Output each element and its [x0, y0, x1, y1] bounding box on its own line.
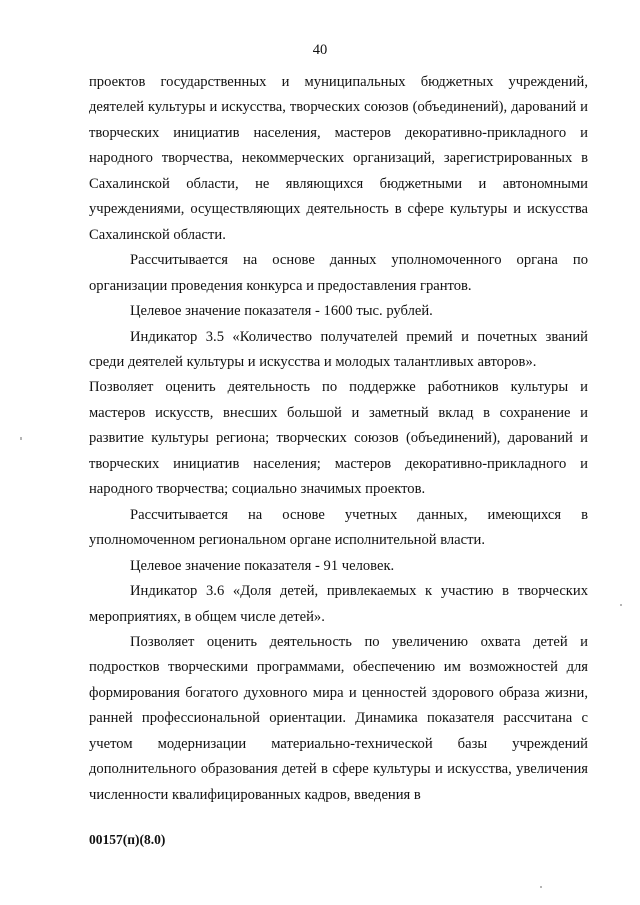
page-number: 40 — [312, 42, 328, 58]
document-footer-code: 00157(п)(8.0) — [89, 832, 166, 847]
scan-speck — [540, 886, 542, 888]
body-paragraph: Позволяет оценить деятельность по увеличению охвата детей и подростков творческими программами, обеспечению им возможностей для формирования богатого духовного мира и ценностей здорового образа жизни, ранней профессиональной ориентации. Динамика показателя рассчитана с учетом модернизации материально-технической базы учреждений дополнительного образования детей в сфере культуры и искусства, увеличения численности квалифицированных кадров, введения в — [89, 633, 588, 803]
body-paragraph: Позволяет оценить деятельность по поддержке работников культуры и мастеров искусств, внесших большой и заметный вклад в сохранение и развитие культуры региона; творческих союзов (объединений), дарований и творческих инициатив населения; мастеров декоративно-прикладного и народного творчества; социально значимых проектов. — [89, 379, 588, 498]
body-paragraph: Целевое значение показателя - 91 человек. — [130, 557, 395, 574]
scan-speck — [20, 437, 22, 440]
body-paragraph: Целевое значение показателя - 1600 тыс. рублей. — [130, 303, 433, 320]
scan-speck — [620, 604, 622, 606]
body-paragraph: Индикатор 3.5 «Количество получателей премий и почетных званий среди деятелей культуры и искусства и молодых талантливых авторов». — [89, 328, 588, 370]
body-paragraph: Рассчитывается на основе учетных данных, имеющихся в уполномоченном региональном органе исполнительной власти. — [89, 506, 588, 549]
document-body — [89, 70, 588, 808]
body-paragraph: проектов государственных и муниципальных бюджетных учреждений, деятелей культуры и искусства, творческих союзов (объединений), дарований и творческих инициатив населения, мастеров декоративно-прикладного и народного творчества, некоммерческих организаций, зарегистрированных в Сахалинской области, не являющихся бюджетными и автономными учреждениями, осуществляющих деятельность в сфере культуры и искусства Сахалинской области. — [89, 74, 588, 243]
body-paragraph: Рассчитывается на основе данных уполномоченного органа по организации проведения конкурса и предоставления грантов. — [89, 252, 588, 294]
body-paragraph: Индикатор 3.6 «Доля детей, привлекаемых к участию в творческих мероприятиях, в общем числе детей». — [89, 583, 588, 625]
